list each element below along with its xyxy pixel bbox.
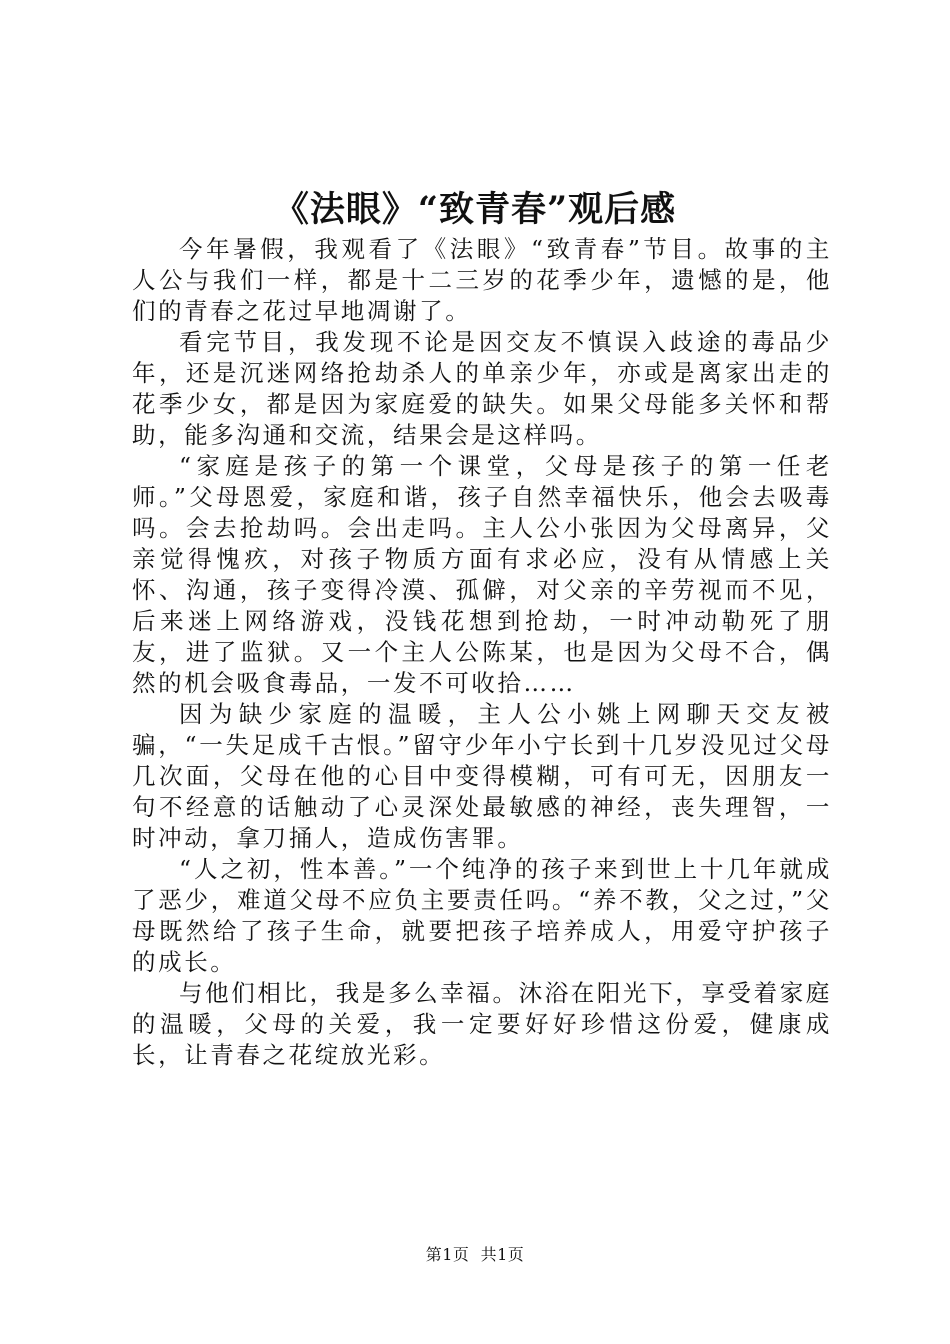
page-number-footer: 第1页 共1页 <box>425 1245 525 1264</box>
paragraph-6: 与他们相比，我是多么幸福。沐浴在阳光下，享受着家庭的温暖，父母的关爱，我一定要好好珍惜这份爱，健康成长，让青春之花绽放光彩。 <box>132 979 832 1069</box>
document-body <box>132 234 832 1071</box>
paragraph-5: “人之初，性本善。”一个纯净的孩子来到世上十几年就成了恶少，难道父母不应负主要责任吗。“养不教，父之过，”父母既然给了孩子生命，就要把孩子培养成人，用爱守护孩子的成长。 <box>132 855 832 976</box>
paragraph-1: 今年暑假，我观看了《法眼》“致青春”节目。故事的主人公与我们一样，都是十二三岁的花季少年，遗憾的是，他们的青春之花过早地凋谢了。 <box>132 235 832 325</box>
paragraph-2: 看完节目，我发现不论是因交友不慎误入歧途的毒品少年，还是沉迷网络抢劫杀人的单亲少年，亦或是离家出走的花季少女，都是因为家庭爱的缺失。如果父母能多关怀和帮助，能多沟通和交流，结果会是这样吗。 <box>132 328 832 449</box>
paragraph-4: 因为缺少家庭的温暖，主人公小姚上网聊天交友被骗，“一失足成千古恨。”留守少年小宁长到十几岁没见过父母几次面，父母在他的心目中变得模糊，可有可无，因朋友一句不经意的话触动了心灵深处最敏感的神经，丧失理智，一时冲动，拿刀捅人，造成伤害罪。 <box>132 700 832 852</box>
document-title: 《法眼》“致青春”观后感 <box>273 189 677 230</box>
paragraph-3: “家庭是孩子的第一个课堂，父母是孩子的第一任老师。”父母恩爱，家庭和谐，孩子自然幸福快乐，他会去吸毒吗。会去抢劫吗。会出走吗。主人公小张因为父母离异，父亲觉得愧疚，对孩子物质方面有求必应，没有从情感上关怀、沟通，孩子变得冷漠、孤僻，对父亲的辛劳视而不见，后来迷上网络游戏，没钱花想到抢劫，一时冲动勒死了朋友，进了监狱。又一个主人公陈某，也是因为父母不合，偶然的机会吸食毒品，一发不可收拾…… <box>132 452 832 697</box>
